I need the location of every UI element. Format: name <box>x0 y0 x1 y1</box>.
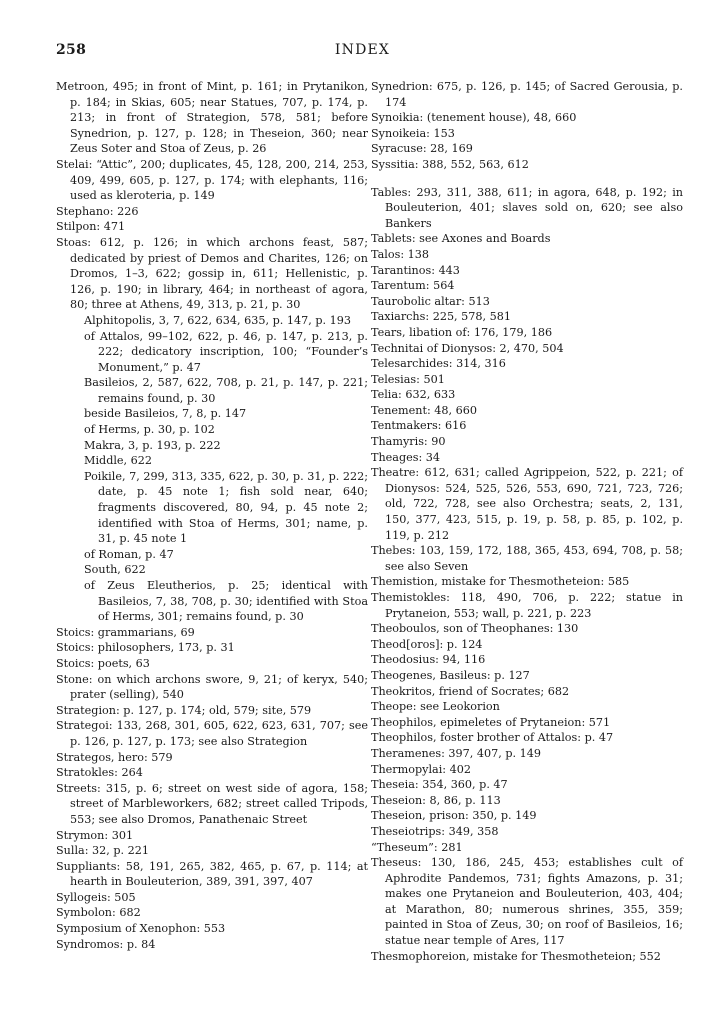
index-entry: Taxiarchs: 225, 578, 581 <box>371 310 511 324</box>
index-entry: Tentmakers: 616 <box>371 419 467 433</box>
index-entry: Telesarchides: 314, 316 <box>371 357 506 371</box>
index-entry: Theope: see Leokorion <box>371 700 500 714</box>
running-head: INDEX <box>334 42 391 58</box>
index-entry: Theseion: 8, 86, p. 113 <box>371 793 501 807</box>
index-entry: Stratokles: 264 <box>56 766 143 780</box>
index-entry: Stoas: 612, p. 126; in which archons feast, 587; dedicated by priest of Demos and Charites, 126; on Dromos, 1–3, 622; gossip in, 611; Hellenistic, p. 126, p. 190; in library, 464; in northeast of agora, 80; three at Athens, 49, 313, p. 21, p. 30 <box>56 235 368 312</box>
index-entry: Stelai: “Attic”, 200; duplicates, 45, 128, 200, 214, 253, 409, 499, 605, p. 127, p. 174; with elephants, 116; used as kleroteria, p. 149 <box>56 157 368 203</box>
index-entry: Stephano: 226 <box>56 204 139 218</box>
index-entry: Syracuse: 28, 169 <box>371 142 473 156</box>
index-entry: Synoikeia: 153 <box>371 126 455 140</box>
index-entry: Theokritos, friend of Socrates; 682 <box>371 684 570 698</box>
index-entry: Syllogeis: 505 <box>56 890 136 904</box>
index-subentry: Poikile, 7, 299, 313, 335, 622, p. 30, p. 31, p. 222; date, p. 45 note 1; fish sold near, 640; fragments discovered, 80, 94, p. 45 note 2; identified with Stoa of Herms, 301; name, p. 31, p. 45 note 1 <box>84 469 368 546</box>
index-entry: Theogenes, Basileus: p. 127 <box>371 668 530 682</box>
index-entry: Synedrion: 675, p. 126, p. 145; of Sacred Gerousia, p. 174 <box>371 80 683 109</box>
index-subentry: beside Basileios, 7, 8, p. 147 <box>84 407 247 421</box>
index-entry: Stoics: philosophers, 173, p. 31 <box>56 641 235 655</box>
index-entry: Stilpon: 471 <box>56 220 126 234</box>
index-entry: Theod[oros]: p. 124 <box>371 637 483 651</box>
index-entry: Technitai of Dionysos: 2, 470, 504 <box>371 341 564 355</box>
index-entry: Tarantinos: 443 <box>371 263 460 277</box>
index-entry: Streets: 315, p. 6; street on west side of agora, 158; street of Marbleworkers, 682; street called Tripods, 553; see also Dromos, Panathenaic Street <box>56 781 368 826</box>
index-entry: Strategion: p. 127, p. 174; old, 579; site, 579 <box>56 703 312 717</box>
index-entry: Theramenes: 397, 407, p. 149 <box>371 746 541 760</box>
index-entry: Themistion, mistake for Thesmotheteion: 585 <box>371 575 630 589</box>
index-entry: Theophilos, foster brother of Attalos: p. 47 <box>371 731 614 745</box>
index-subentry: Middle, 622 <box>84 454 153 468</box>
index-entry: Strategos, hero: 579 <box>56 750 173 764</box>
index-entry: Telesias: 501 <box>371 372 445 386</box>
index-entry: Theseia: 354, 360, p. 47 <box>371 778 508 792</box>
index-entry: Strymon: 301 <box>56 828 134 842</box>
index-entry: Theseion, prison: 350, p. 149 <box>371 809 537 823</box>
index-entry: Tenement: 48, 660 <box>371 403 477 417</box>
index-entry: Tables: 293, 311, 388, 611; in agora, 648, p. 192; in Bouleuterion, 401; slaves sold on, 620; see also Bankers <box>371 185 683 230</box>
index-entry: Syssitia: 388, 552, 563, 612 <box>371 157 529 171</box>
index-subentry: of Herms, p. 30, p. 102 <box>84 423 215 437</box>
index-entry: Synoikia: (tenement house), 48, 660 <box>371 111 577 125</box>
index-entry: Stone: on which archons swore, 9, 21; of keryx, 540; prater (selling), 540 <box>56 672 368 702</box>
index-subentry: Basileios, 2, 587, 622, 708, p. 21, p. 147, p. 221; remains found, p. 30 <box>84 376 368 405</box>
index-entry: Suppliants: 58, 191, 265, 382, 465, p. 67, p. 114; at hearth in Bouleuterion, 389, 391, 397, 407 <box>56 859 368 889</box>
index-entry: Theodosius: 94, 116 <box>371 653 486 667</box>
index-entry: Thebes: 103, 159, 172, 188, 365, 453, 694, 708, p. 58; see also Seven <box>371 544 683 573</box>
index-entry: Metroon, 495; in front of Mint, p. 161; in Prytanikon, p. 184; in Skias, 605; near Statues, 707, p. 174, p. 213; in front of Strategion, 578, 581; before Synedrion, p. 127, p. 128; in Theseion, 360; near Zeus Soter and Stoa of Zeus, p. 26 <box>56 80 368 156</box>
index-column-left <box>56 79 368 952</box>
index-entry: Tarentum: 564 <box>371 279 455 293</box>
index-entry: Theages: 34 <box>371 450 441 464</box>
index-entry: Thamyris: 90 <box>371 435 446 449</box>
index-entry: Tablets: see Axones and Boards <box>371 232 551 246</box>
index-subentry: of Roman, p. 47 <box>84 547 174 561</box>
index-entry: Tears, libation of: 176, 179, 186 <box>371 325 553 339</box>
index-entry: Strategoi: 133, 268, 301, 605, 622, 623, 631, 707; see p. 126, p. 127, p. 173; see also Strategion <box>56 719 368 748</box>
index-entry: Thesmophoreion, mistake for Thesmotheteion; 552 <box>371 949 661 963</box>
page-number: 258 <box>56 42 87 58</box>
index-entry: Theoboulos, son of Theophanes: 130 <box>371 622 579 636</box>
index-entry: Sulla: 32, p. 221 <box>56 844 149 858</box>
index-entry: Symposium of Xenophon: 553 <box>56 922 226 936</box>
index-entry: Theatre: 612, 631; called Agrippeion, 522, p. 221; of Dionysos: 524, 525, 526, 553, 690, 721, 723, 726; old, 722, 728, see also Orchestra; seats, 2, 131, 150, 377, 423, 515, p. 19, p. 58, p. 85, p. 102, p. 119, p. 212 <box>371 466 683 542</box>
index-entry: Stoics: grammarians, 69 <box>56 625 195 639</box>
index-entry: Themistokles: 118, 490, 706, p. 222; statue in Prytaneion, 553; wall, p. 221, p. 223 <box>371 591 683 620</box>
index-subentry: Alphitopolis, 3, 7, 622, 634, 635, p. 147, p. 193 <box>84 313 351 327</box>
index-subentry: of Zeus Eleutherios, p. 25; identical with Basileios, 7, 38, 708, p. 30; identified with Stoa of Herms, 301; remains found, p. 30 <box>84 579 368 624</box>
index-entry: Theophilos, epimeletes of Prytaneion: 571 <box>371 715 611 729</box>
page-header <box>0 0 725 70</box>
index-entry: Taurobolic altar: 513 <box>371 294 490 308</box>
index-entry: Telia: 632, 633 <box>371 388 456 402</box>
index-subentry: Makra, 3, p. 193, p. 222 <box>84 438 221 452</box>
index-entry: Theseus: 130, 186, 245, 453; establishes cult of Aphrodite Pandemos, 731; fights Amazons, p. 31; makes one Prytaneion and Bouleuterion, 403, 404; at Marathon, 80; numerous shrines, 355, 359; painted in Stoa of Zeus, 30; on roof of Basileios, 16; statue near temple of Ares, 117 <box>371 856 683 948</box>
index-entry: Talos: 138 <box>371 247 429 261</box>
index-subentry: of Attalos, 99–102, 622, p. 46, p. 147, p. 213, p. 222; dedicatory inscription, 100; “Founder’s Monument,” p. 47 <box>84 329 368 374</box>
index-entry: Symbolon: 682 <box>56 906 141 920</box>
index-subentry: South, 622 <box>84 563 146 577</box>
index-column-right <box>371 79 683 964</box>
index-entry: Theseiotrips: 349, 358 <box>371 824 499 838</box>
index-entry: Stoics: poets, 63 <box>56 656 150 670</box>
index-entry: Syndromos: p. 84 <box>56 937 156 951</box>
index-entry: Thermopylai: 402 <box>371 762 471 776</box>
index-entry: “Theseum”: 281 <box>371 840 463 854</box>
